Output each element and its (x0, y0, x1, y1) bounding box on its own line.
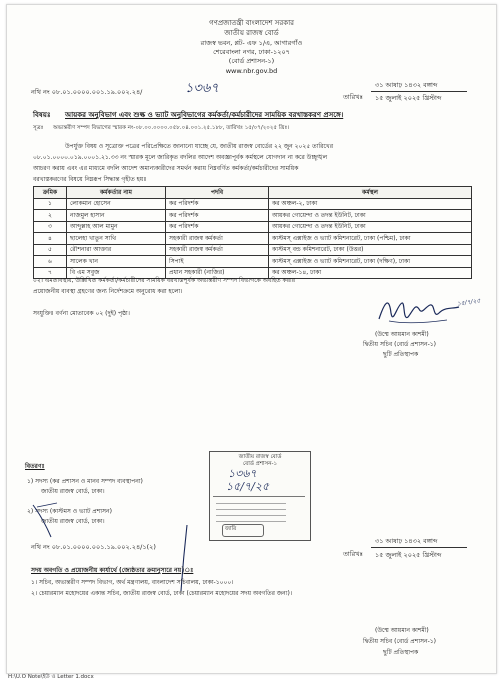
body-para1-line3: আচরণ করায় এবং এর মাধ্যমে বদলি আদেশ অমান্যকারীদের সমর্থন করায় নিম্নবর্ণিত কর্মকর্তা/কর্মচারীদের সাময়িক (33, 165, 299, 172)
table-row (34, 221, 472, 233)
stamp-date: ১৫/৭/২৫ (226, 480, 270, 493)
cell-designation: কর পরিদর্শক (166, 198, 269, 210)
source-label: সূত্রঃ (33, 125, 44, 131)
stamp-issue-box (222, 524, 264, 537)
cell-workplace: কর অঞ্চল-১৪, ঢাকা (269, 267, 472, 279)
cell-serial: ৭ (34, 267, 67, 279)
source-text: অভ্যন্তরীণ সম্পদ বিভাগের স্মারক নং-০৮.০০.০০০০.০৫৮.০৪.০০১.২৫.১৮৮, তারিখঃ ১৫/০৭/২০২৫ খ্রিঃ। (53, 125, 290, 131)
signatory-note-2: ছুটি প্রতিস্থাপক (383, 649, 419, 656)
cell-serial: ১ (34, 198, 67, 210)
cell-name: বি এম সবুজ (67, 267, 166, 279)
stamp-issue-label: জারি (225, 526, 237, 532)
stamp-section: বোর্ড প্রশাসন-১ (242, 461, 278, 467)
stamp-row-line (216, 512, 286, 516)
cell-name: লোকমান হোসেন (67, 198, 166, 210)
cell-workplace: আয়কর গোয়েন্দা ও তদন্ত ইউনিট, ঢাকা (269, 210, 472, 222)
table-header-row (34, 187, 472, 199)
signatory-note: ছুটি প্রতিস্থাপক (383, 351, 419, 358)
copy-heading: সদয় অবগতি ও প্রয়োজনীয় কার্যার্থে (জ্যেষ্ঠতার ক্রমানুসারে নয়)ঃ (31, 567, 194, 574)
header-address-1: রাজস্ব ভবন, প্লট- এফ ১/এ, আগারগাঁও (200, 39, 303, 47)
signatory-name-2: (উম্মে আয়মান কাশমী) (375, 627, 429, 634)
body-para1-line4: বরখাস্তকরণের বিষয়ে নিম্নরূপ সিদ্ধান্ত গৃহীত হয়ঃ (33, 176, 147, 183)
distribution-item-2: ২) সদস্য (কাস্টমস ও ভ্যাট প্রশাসন) (27, 508, 112, 515)
reference-number: নথি নং ০৮.০১.০০০০.০০১.১৯.০০২.২৪/ (31, 88, 143, 96)
table-row (34, 198, 472, 210)
stamp-divider (213, 496, 305, 497)
body-para2-line1: ০২। এমতাবস্থায়, উল্লিখিত কর্মকর্তা/কর্মচারীদের সাময়িক বরখাস্তপূর্বক অভ্যন্তরীণ সম্পদ বিভাগকে অবহিত করার (33, 277, 296, 284)
cell-serial: ৪ (34, 233, 67, 245)
header-section: (বোর্ড প্রশাসন-১) (228, 57, 275, 65)
body-para2-line2: প্রয়োজনীয় ব্যবস্থা গ্রহণের জন্য নির্দেশক্রমে অনুরোধ করা হলো। (33, 288, 183, 295)
stamp-row-line (216, 506, 286, 510)
distribution-heading: বিতরণঃ (25, 463, 45, 470)
date-bangla: ৩১ আষাঢ় ১৪৩২ বঙ্গাব্দ (375, 81, 438, 89)
table-row (34, 244, 472, 256)
stamp-row-line (216, 500, 286, 504)
body-para1-line2: ০৮.০১.০০০০.০১৯.০০০১.২১.৩৩ নং স্মারক মূলে জারিকৃত বদলির আদেশ অবজ্ঞাপূর্বক কর্মস্থলে যোগদান না করে উচ্ছৃঙ্খল (33, 154, 328, 161)
stamp-title: জাতীয় রাজস্ব বোর্ড (238, 454, 282, 460)
signatory-name: (উম্মে আয়মান কাশমী) (375, 331, 429, 338)
distribution-item-2-org: জাতীয় রাজস্ব বোর্ড, ঢাকা। (41, 518, 105, 525)
cell-designation: প্রধান সহকারী (নাজির) (166, 267, 269, 279)
th-serial: ক্রমিক (34, 187, 67, 199)
cell-name: নাজমুল হাসান (67, 210, 166, 222)
cell-serial: ২ (34, 210, 67, 222)
handwritten-mark (31, 501, 65, 541)
cell-designation: কর পরিদর্শক (166, 210, 269, 222)
distribution-item-1: ১) সদস্য (কর প্রশাসন ও মানব সম্পদ ব্যবস্থাপনা) (27, 478, 143, 485)
subject-label: বিষয়ঃ (33, 111, 51, 119)
cell-workplace: কর অঞ্চল-২, ঢাকা (269, 198, 472, 210)
receipt-stamp (209, 451, 311, 541)
date-label: তারিখঃ (343, 93, 363, 101)
signatory-designation: দ্বিতীয় সচিব (বোর্ড প্রশাসন-১) (363, 341, 436, 348)
th-designation: পদবি (166, 187, 269, 199)
date-english: ১৫ জুলাই ২০২৫ খ্রিস্টাব্দ (375, 94, 442, 102)
copy-item-1: ১। সচিব, অভ্যন্তরীণ সম্পদ বিভাগ, অর্থ মন্ত্রণালয়, বাংলাদেশ সচিবালয়, ঢাকা-১০০০। (31, 579, 234, 586)
cell-designation: সহকারী রাজস্ব কর্মকর্তা (166, 244, 269, 256)
officials-table (33, 186, 472, 279)
date-divider-2 (371, 547, 467, 548)
distribution-item-1-org: জাতীয় রাজস্ব বোর্ড, ঢাকা। (41, 488, 105, 495)
cell-serial: ৬ (34, 256, 67, 268)
table-row (34, 210, 472, 222)
reference-number-2: নথি নং ০৮.০১.০০০০.০০১.১৯.০০২.২৪/১(২) (31, 543, 156, 551)
signature-1 (375, 291, 485, 331)
th-name: কর্মকর্তার নাম (67, 187, 166, 199)
stamp-row-line (216, 518, 286, 522)
stamp-number: ১৩৬৭ (228, 467, 257, 480)
header-board: জাতীয় রাজস্ব বোর্ড (224, 29, 279, 37)
date-english-2: ১৫ জুলাই ২০২৫ খ্রিস্টাব্দ (375, 551, 442, 559)
signatory-designation-2: দ্বিতীয় সচিব (বোর্ড প্রশাসন-১) (363, 638, 436, 645)
handwritten-number: ১৩৬৭ (185, 81, 219, 96)
document-page (6, 4, 497, 674)
cell-name: রৌশনারা আক্তার (67, 244, 166, 256)
file-path: H:\U.O Note\ইউ ও Letter 1.docx (8, 674, 94, 680)
cell-workplace: কাস্টমস্ এক্সাইজ ও ভ্যাট কমিশনারেট, ঢাকা (পশ্চিম), ঢাকা (269, 233, 472, 245)
table-row (34, 256, 472, 268)
subject-text: আয়কর অনুবিভাগ এবং শুল্ক ও ভ্যাট অনুবিভাগের কর্মকর্তা/কর্মচারীদের সাময়িক বরখাস্তকরণ প্রসঙ্গে। (65, 111, 344, 119)
cell-workplace: আয়কর গোয়েন্দা ও তদন্ত ইউনিট, ঢাকা (269, 221, 472, 233)
cell-designation: সিপাই (166, 256, 269, 268)
header-address-2: শেরেবাংলা নগর, ঢাকা-১২০৭ (213, 48, 290, 56)
table-row (34, 233, 472, 245)
cell-designation: কর পরিদর্শক (166, 221, 269, 233)
cell-designation: সহকারী রাজস্ব কর্মকর্তা (166, 233, 269, 245)
th-workplace: কর্মস্থল (269, 187, 472, 199)
cell-workplace: কাস্টমস্ বন্ড কমিশনারেট, ঢাকা (উত্তর) (269, 244, 472, 256)
enclosure-note: সংযুক্তিঃ বর্ণনা মোতাবেক ০২ (দুই) পৃষ্ঠা। (33, 310, 130, 317)
date-divider (371, 91, 467, 92)
header-website: www.nbr.gov.bd (225, 67, 278, 75)
cell-name: সালেক খান (67, 256, 166, 268)
signature-1-date: ১৫/৭/২৫ (456, 297, 481, 308)
cell-serial: ৫ (34, 244, 67, 256)
cell-serial: ৩ (34, 221, 67, 233)
body-para1-line1: উপর্যুক্ত বিষয় ও সূত্রোক্ত পত্রের পরিপ্রেক্ষিতে জানানো যাচ্ছে যে, জাতীয় রাজস্ব বোর্ডের ২২ জুন ২০২৫ তারিখের (65, 143, 334, 150)
date-label-2: তারিখঃ (343, 550, 363, 558)
cell-name: আব্দুল্লাহ আল মামুন (67, 221, 166, 233)
cell-workplace: কাস্টমস্ এক্সাইজ ও ভ্যাট কমিশনারেট, ঢাকা (দক্ষিণ), ঢাকা (269, 256, 472, 268)
header-govt: গণপ্রজাতন্ত্রী বাংলাদেশ সরকার (209, 19, 294, 27)
copy-item-2: ২। চেয়ারম্যান মহোদয়ের একান্ত সচিব, জাতীয় রাজস্ব বোর্ড, ঢাকা (চেয়ারম্যান মহোদয়ের সদয় অবগতির জন্য)। (31, 590, 292, 597)
date-bangla-2: ৩১ আষাঢ় ১৪৩২ বঙ্গাব্দ (375, 537, 438, 545)
cell-name: ছালেহা খাতুন সাথি (67, 233, 166, 245)
